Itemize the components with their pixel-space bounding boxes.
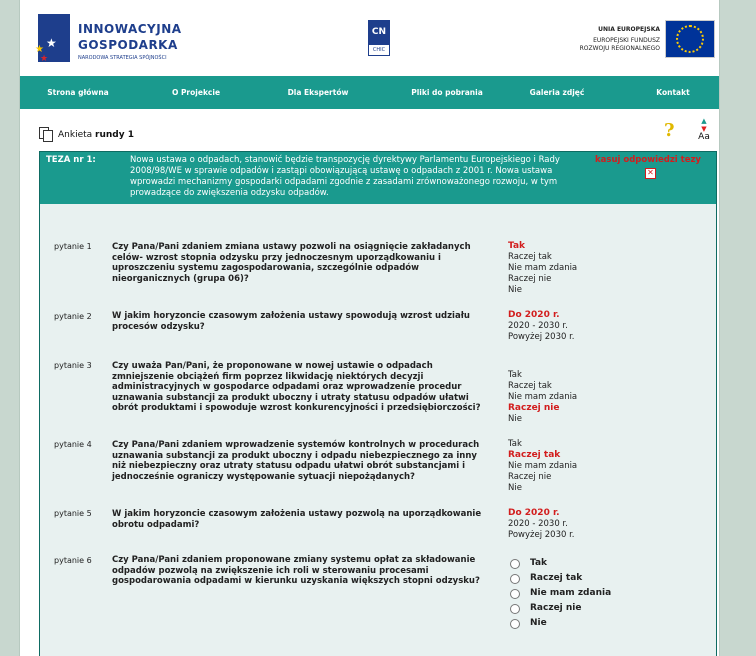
nav-item-experts[interactable]: Dla Ekspertów [287, 88, 349, 97]
thesis-box [39, 151, 717, 205]
thesis-text: Nowa ustawa o odpadach, stanowić będzie transpozycję dyrektywy Parlamentu Europejskiego i Rady 2008/98/WE w sprawie odpadów i zastąpi obowiązującą ustawę o odpadach z 2001 r. Nowa ustawa wprowadzi mechanizmy gospodarki odpadami zgodnie z zasadami zrównoważonego rozwoju, w tym prowadzące do zwiększenia odzysku odpadów. [130, 155, 560, 198]
radio-button[interactable] [510, 559, 520, 569]
answer-list [508, 439, 648, 494]
answer-list [508, 370, 648, 425]
answer-option-selected[interactable]: Tak [508, 241, 526, 251]
question-number: pytanie 5 [54, 509, 92, 518]
answer-option[interactable]: Nie mam zdania [508, 392, 578, 402]
question-text: W jakim horyzoncie czasowym założenia ustawy spowodują wzrost udziału procesów odzysku? [112, 311, 470, 332]
radio-button[interactable] [510, 574, 520, 584]
survey-label: Ankieta [58, 130, 93, 140]
help-icon[interactable]: ? [664, 120, 675, 141]
answer-option[interactable]: Raczej nie [508, 472, 552, 482]
answer-list [508, 241, 648, 296]
answer-option[interactable]: Raczej nie [508, 274, 552, 284]
question-text: Czy Pana/Pani zdaniem proponowane zmiany systemu opłat za składowanie odpadów pozwolą na zwiększenie ich roli w sterowaniu procesami gospodarowania odpadami w kierunku uzyskania większych stopni odzysku? [112, 555, 480, 586]
answer-list [508, 508, 648, 541]
center-logo[interactable] [368, 20, 390, 56]
question-text: W jakim horyzoncie czasowym założenia ustawy pozwolą na uporządkowanie obrotu odpadami? [112, 509, 482, 530]
answer-option[interactable]: Nie [508, 285, 522, 295]
font-decrease-icon[interactable]: ▼ [701, 125, 707, 133]
questions-area [39, 204, 717, 656]
answer-option-selected[interactable]: Raczej tak [508, 450, 561, 460]
logo-star-icon: ★ [46, 36, 57, 50]
question-number: pytanie 3 [54, 361, 92, 370]
nav-item-about[interactable]: O Projekcie [171, 88, 221, 97]
answer-option[interactable]: 2020 - 2030 r. [508, 321, 568, 331]
radio-label: Nie mam zdania [530, 588, 612, 598]
page-container [19, 0, 720, 656]
question-text: Czy Pana/Pani zdaniem wprowadzenie systemów kontrolnych w procedurach uznawania substancji za produkt uboczny i odpadu niebezpiecznego za inny niż niebezpieczny oraz utraty statusu odpadu ułatwi obrót substancjami i jednocześnie ograniczy występowanie sytuacji niepożądanych? [112, 440, 480, 482]
answer-option[interactable]: Nie [508, 414, 522, 424]
question-text: Czy Pana/Pani zdaniem zmiana ustawy pozwoli na osiągnięcie zakładanych celów- wzrost stopnia odzysku przy jednoczesnym uporządkowaniu i uproszczeniu systemu zagospodarowania, szczególnie odpadów nieorganicznych (grupa 06)? [112, 242, 471, 284]
eu-text-line1: UNIA EUROPEJSKA [598, 26, 660, 33]
font-size-control[interactable] [696, 117, 712, 143]
eu-flag-icon [665, 20, 715, 58]
clear-answers-link[interactable]: kasuj odpowiedzi tezy [595, 155, 701, 165]
answer-option[interactable]: Raczej tak [508, 381, 552, 391]
eu-text-line2: EUROPEJSKI FUNDUSZ [593, 37, 660, 44]
radio-label: Nie [530, 618, 547, 628]
question-number: pytanie 1 [54, 242, 92, 251]
main-nav [20, 76, 719, 109]
radio-button[interactable] [510, 604, 520, 614]
logo-text-line2: GOSPODARKA [78, 38, 178, 52]
answer-option[interactable]: Raczej tak [508, 252, 552, 262]
center-logo-top: CN [368, 20, 390, 44]
font-size-label: Aa [698, 132, 710, 142]
nav-item-downloads[interactable]: Pliki do pobrania [411, 88, 483, 97]
answer-option[interactable]: 2020 - 2030 r. [508, 519, 568, 529]
question-number: pytanie 2 [54, 312, 92, 321]
answer-option-selected[interactable]: Raczej nie [508, 403, 560, 413]
answer-option[interactable]: Powyżej 2030 r. [508, 530, 575, 540]
answer-option-selected[interactable]: Do 2020 r. [508, 508, 560, 518]
radio-label: Tak [530, 558, 548, 568]
font-increase-icon[interactable]: ▲ [701, 117, 707, 125]
question-number: pytanie 6 [54, 556, 92, 565]
answer-option[interactable]: Tak [508, 370, 522, 380]
answer-option[interactable]: Nie mam zdania [508, 461, 578, 471]
question-text: Czy uważa Pan/Pani, że proponowane w nowej ustawie o odpadach zmniejszenie obciążeń firm poprzez likwidację niektórych decyzji administracyjnych w gospodarce odpadami oraz wprowadzenie procedur uznawania substancji za produkt uboczny i utraty statusu odpadów ułatwi obrót produktami i spowoduje wzrost konkurencyjności i przedsiębiorczości? [112, 361, 481, 413]
nav-item-contact[interactable]: Kontakt [656, 88, 690, 97]
logo-text-line1: INNOWACYJNA [78, 22, 182, 36]
answer-list [508, 310, 648, 343]
survey-round: rundy 1 [95, 130, 134, 140]
thesis-label: TEZA nr 1: [46, 155, 96, 165]
eu-stars-icon [676, 25, 704, 53]
answer-option[interactable]: Powyżej 2030 r. [508, 332, 575, 342]
radio-button[interactable] [510, 589, 520, 599]
site-header [20, 0, 719, 76]
document-icon [39, 127, 53, 141]
survey-title [58, 130, 134, 140]
close-icon[interactable]: ✕ [645, 168, 656, 179]
answer-option[interactable]: Tak [508, 439, 522, 449]
logo-star-icon: ★ [35, 44, 44, 55]
answer-option[interactable]: Nie mam zdania [508, 263, 578, 273]
eu-text-line3: ROZWOJU REGIONALNEGO [579, 45, 660, 52]
question-number: pytanie 4 [54, 440, 92, 449]
answer-option[interactable]: Nie [508, 483, 522, 493]
nav-item-home[interactable]: Strona główna [47, 88, 109, 97]
radio-label: Raczej tak [530, 573, 583, 583]
nav-item-gallery[interactable]: Galeria zdjęć [529, 88, 585, 97]
radio-button[interactable] [510, 619, 520, 629]
radio-label: Raczej nie [530, 603, 582, 613]
answer-option-selected[interactable]: Do 2020 r. [508, 310, 560, 320]
logo-star-icon: ★ [40, 54, 49, 64]
center-logo-bottom: CHIC [368, 44, 390, 56]
innowacyjna-gospodarka-logo[interactable] [35, 14, 70, 64]
logo-text-line3: NARODOWA STRATEGIA SPÓJNOŚCI [78, 55, 167, 61]
